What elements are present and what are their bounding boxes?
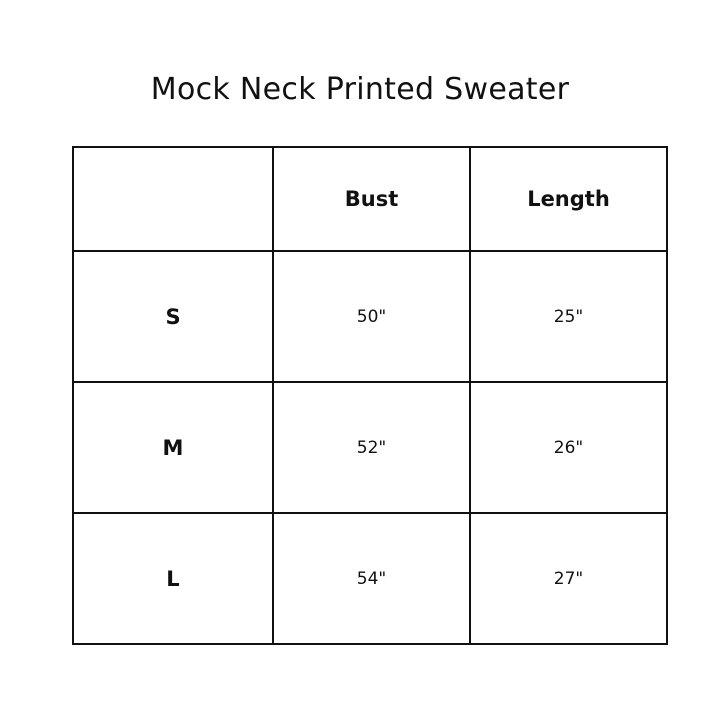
table-header-bust: Bust <box>273 147 470 251</box>
cell-bust: 54" <box>273 513 470 644</box>
table-header-length: Length <box>470 147 667 251</box>
cell-bust: 50" <box>273 251 470 382</box>
cell-bust: 52" <box>273 382 470 513</box>
size-chart-table <box>72 146 668 645</box>
cell-size: S <box>73 251 273 382</box>
page-title: Mock Neck Printed Sweater <box>150 72 570 107</box>
table-header-row <box>73 147 667 251</box>
cell-length: 25" <box>470 251 667 382</box>
cell-size: L <box>73 513 273 644</box>
cell-size: M <box>73 382 273 513</box>
table-row <box>73 251 667 382</box>
table-row <box>73 382 667 513</box>
cell-length: 27" <box>470 513 667 644</box>
table-row <box>73 513 667 644</box>
table-body <box>73 251 667 644</box>
table-header <box>73 147 667 251</box>
cell-length: 26" <box>470 382 667 513</box>
table-header-corner <box>73 147 273 251</box>
